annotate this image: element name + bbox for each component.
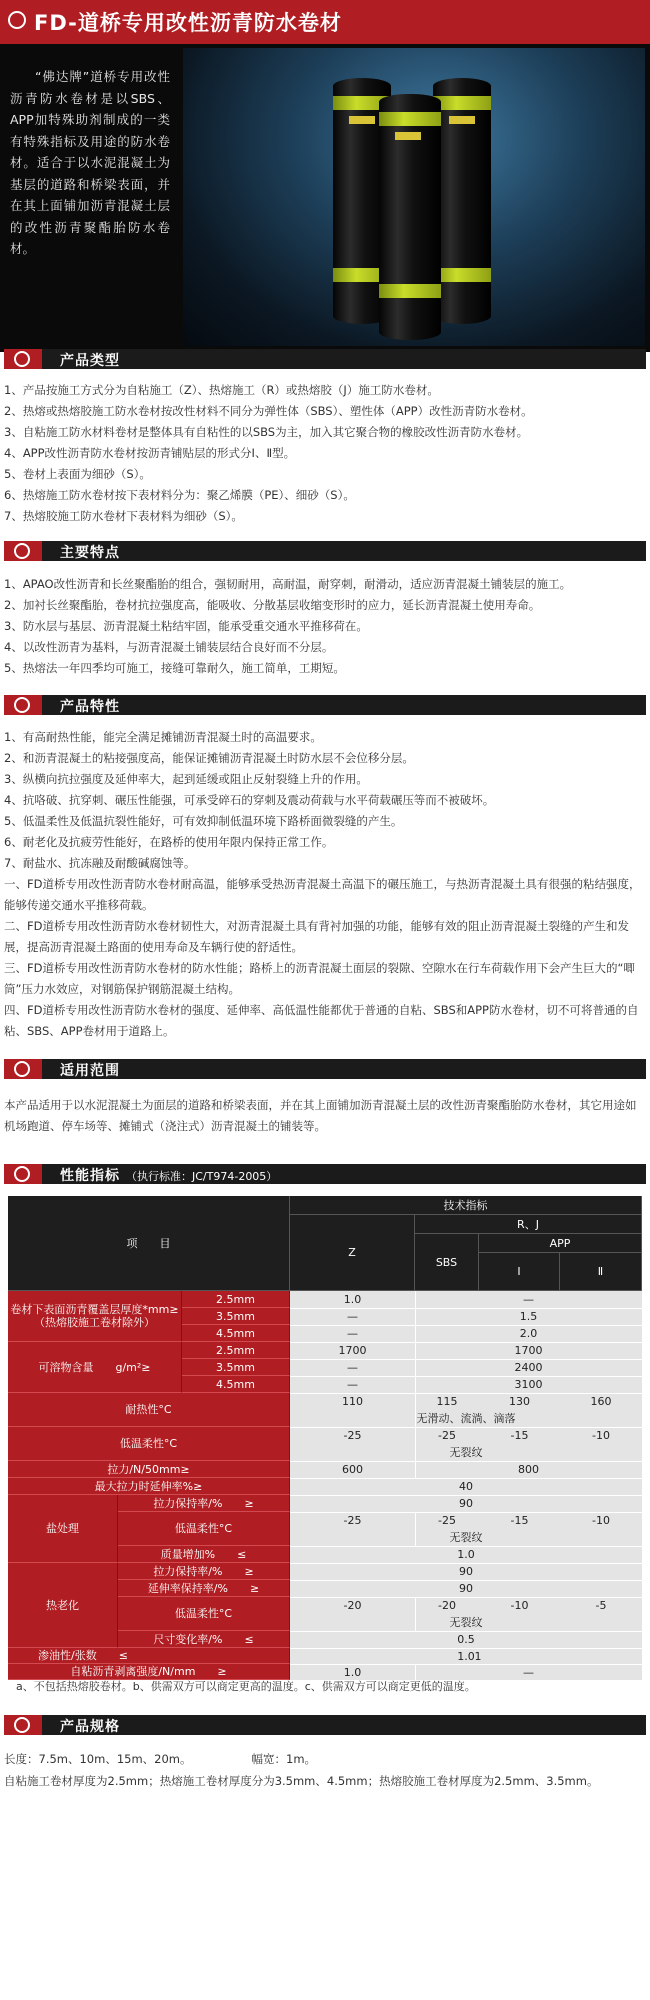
scope-text: 本产品适用于以水泥混凝土为面层的道路和桥梁表面，并在其上面铺加沥青混凝土层的改性沥青聚酯胎防水卷材，其它用途如机场跑道、停车场等、摊铺式（浇注式）沥青混凝土的铺装等。 bbox=[4, 1098, 637, 1133]
value-cell: 90 bbox=[459, 1565, 473, 1578]
value-cell: 3100 bbox=[514, 1378, 543, 1391]
value-cell: -10 bbox=[592, 1514, 610, 1527]
value-cell: 无裂纹 bbox=[449, 1446, 483, 1459]
value-cell: -25 bbox=[343, 1514, 362, 1527]
title-banner bbox=[0, 0, 650, 44]
row-label-soluble: 可溶物含量 g/m²≥ bbox=[8, 1342, 182, 1393]
section-title bbox=[60, 1165, 277, 1185]
section-title: 产品特性 bbox=[60, 699, 120, 715]
specs-thickness: 自粘施工卷材厚度为2.5mm；热熔施工卷材厚度分为3.5mm、4.5mm；热熔胶施工卷材厚度为2.5mm、3.5mm。 bbox=[4, 1774, 599, 1788]
value-cell: 1.0 bbox=[457, 1649, 475, 1663]
value-cell: 800 bbox=[518, 1463, 539, 1476]
value-cell: -10 bbox=[592, 1429, 610, 1442]
table-footnote: a、不包括热熔胶卷材。b、供需双方可以商定更高的温度。c、供需双方可以商定更低的温度。 bbox=[16, 1680, 476, 1693]
row-label: 2.5mm bbox=[182, 1342, 290, 1359]
value-cell: 1700 bbox=[338, 1344, 367, 1357]
list-item: 5、热熔法一年四季均可施工，接缝可靠耐久，施工简单，工期短。 bbox=[4, 661, 345, 675]
value-cell: -15 bbox=[510, 1514, 529, 1527]
value-cell: — bbox=[523, 1665, 534, 1679]
list-item: 6、耐老化及抗疲劳性能好，在路桥的使用年限内保持正常工作。 bbox=[4, 835, 334, 849]
row-label-tensile: 拉力/N/50mm≥ bbox=[8, 1461, 290, 1478]
row-label: 3.5mm bbox=[182, 1359, 290, 1376]
list-item: 5、低温柔性及低温抗裂性能好，可有效抑制低温环境下路桥面微裂缝的产生。 bbox=[4, 814, 403, 828]
row-label-cover-thickness: 卷材下表面沥青覆盖层厚度*mm≥（热熔胶施工卷材除外） bbox=[8, 1291, 182, 1342]
row-label: 2.5mm bbox=[182, 1291, 290, 1308]
product-roll bbox=[379, 94, 441, 340]
row-label: 低温柔性°C bbox=[118, 1597, 290, 1631]
value-cell: 90 bbox=[459, 1497, 473, 1510]
product-photo bbox=[183, 48, 645, 346]
value-cell: -20 bbox=[343, 1599, 362, 1612]
section-header-features bbox=[4, 541, 646, 561]
header-app: APP bbox=[479, 1234, 642, 1253]
performance-table bbox=[8, 1196, 642, 1680]
value-cell: 无滑动、流淌、滴落 bbox=[416, 1412, 516, 1425]
list-item: 4、抗咯破、抗穿刺、碾压性能强，可承受碎石的穿刺及震动荷载与水平荷载碾压等而不被破坏。 bbox=[4, 793, 495, 807]
specs-width: 幅宽：1m。 bbox=[251, 1752, 317, 1766]
specs-length: 长度：7.5m、10m、15m、20m。 bbox=[4, 1752, 192, 1766]
value-cell: — bbox=[347, 1310, 358, 1323]
row-label-seep: 渗油性/张数 ≤ bbox=[8, 1648, 290, 1664]
header-sbs: SBS bbox=[415, 1234, 479, 1291]
value-cell: 600 bbox=[342, 1463, 363, 1476]
value-cell: 1.0 bbox=[343, 1293, 362, 1306]
value-cell: 115 bbox=[436, 1395, 458, 1408]
row-label-heat: 耐热性°C bbox=[8, 1393, 290, 1427]
standard-note: （执行标准：JC/T974-2005） bbox=[126, 1170, 278, 1183]
value-cell: 无裂纹 bbox=[449, 1531, 483, 1544]
list-item: 6、热熔施工防水卷材按下表材料分为：聚乙烯膜（PE）、细砂（S）。 bbox=[4, 488, 355, 502]
value-cell: 0.5 bbox=[457, 1633, 475, 1646]
header-item: 项 目 bbox=[8, 1196, 290, 1291]
row-label: 延伸率保持率/% ≥ bbox=[118, 1580, 290, 1597]
circle-icon bbox=[14, 351, 30, 367]
section-header-product-types bbox=[4, 349, 646, 369]
list-item: 1、APAO改性沥青和长丝聚酯胎的组合，强韧耐用，高耐温，耐穿刺，耐滑动，适应沥青混凝土铺装层的施工。 bbox=[4, 577, 572, 591]
list-item: 一、FD道桥专用改性沥青防水卷材耐高温，能够承受热沥青混凝土高温下的碾压施工，与热沥青混凝土具有很强的粘结强度，能够传递交通水平推移荷载。 bbox=[4, 877, 641, 912]
circle-icon bbox=[14, 697, 30, 713]
page-title: FD-道桥专用改性沥青防水卷材 bbox=[34, 11, 342, 35]
value-cell: -5 bbox=[595, 1599, 607, 1612]
header-tech: 技术指标 bbox=[290, 1196, 642, 1215]
value-cell: -25 bbox=[343, 1429, 362, 1442]
value-cell: -10 bbox=[510, 1599, 529, 1612]
value-cell: -20 bbox=[438, 1599, 456, 1612]
intro-text: “佛达牌”道桥专用改性沥青防水卷材是以SBS、APP加特殊助剂制成的一类有特殊指标及用途的防水卷材。适合于以水泥混凝土为基层的道路和桥梁表面，并在其上面铺加沥青混凝土层的改性沥青聚酯胎防水卷材。 bbox=[10, 69, 170, 256]
row-label: 低温柔性°C bbox=[118, 1512, 290, 1546]
value-cell: -25 bbox=[438, 1429, 456, 1442]
list-item: 3、防水层与基层、沥青混凝土粘结牢固，能承受重交通水平推移荷在。 bbox=[4, 619, 368, 633]
row-label-aging: 热老化 bbox=[8, 1563, 118, 1648]
section-header-properties bbox=[4, 695, 646, 715]
list-item: 3、纵横向抗拉强度及延伸率大，起到延缓或阻止反射裂缝上升的作用。 bbox=[4, 772, 368, 786]
section-title: 主要特点 bbox=[60, 545, 120, 561]
row-label: 尺寸变化率/% ≤ bbox=[118, 1631, 290, 1648]
value-cell: 160 bbox=[590, 1395, 612, 1408]
value-cell: 1.0 bbox=[343, 1665, 362, 1679]
value-cell: 2.0 bbox=[519, 1327, 538, 1340]
value-cell: 90 bbox=[459, 1582, 473, 1595]
row-label-salt: 盐处理 bbox=[8, 1495, 118, 1563]
list-item: 2、加衬长丝聚酯胎，卷材抗拉强度高，能吸收、分散基层收缩变形时的应力，延长沥青混凝土使用寿命。 bbox=[4, 598, 541, 612]
list-item: 3、自粘施工防水材料卷材是整体具有自粘性的以SBS为主，加入其它聚合物的橡胶改性沥青防水卷材。 bbox=[4, 425, 529, 439]
value-cell: 40 bbox=[459, 1480, 473, 1493]
row-label: 拉力保持率/% ≥ bbox=[118, 1495, 290, 1512]
list-item: 4、APP改性沥青防水卷材按沥青铺贴层的形式分Ⅰ、Ⅱ型。 bbox=[4, 446, 296, 460]
features-list bbox=[4, 574, 644, 679]
list-item: 四、FD道桥专用改性沥青防水卷材的强度、延伸率、高低温性能都优于普通的自粘、SBS和APP防水卷材，切不可将普通的自粘、SBS、APP卷材用于道路上。 bbox=[4, 1003, 639, 1038]
section-title-text: 性能指标 bbox=[60, 1168, 120, 1184]
row-label: 质量增加% ≤ bbox=[118, 1546, 290, 1563]
list-item: 2、热熔或热熔胶施工防水卷材按改性材料不同分为弹性体（SBS）、塑性体（APP）改性沥青防水卷材。 bbox=[4, 404, 533, 418]
circle-icon bbox=[14, 1717, 30, 1733]
header-app-i: Ⅰ bbox=[479, 1253, 560, 1291]
list-item: 1、有高耐热性能，能完全满足摊铺沥青混凝土时的高温要求。 bbox=[4, 730, 322, 744]
list-item: 5、卷材上表面为细砂（S）。 bbox=[4, 467, 151, 481]
value-cell: — bbox=[523, 1293, 534, 1306]
header-rj: R、J bbox=[415, 1215, 642, 1234]
product-roll bbox=[433, 78, 491, 324]
circle-icon bbox=[8, 11, 26, 29]
circle-icon bbox=[14, 543, 30, 559]
value-cell: — bbox=[347, 1327, 358, 1340]
value-cell: 1 bbox=[474, 1649, 482, 1663]
list-item: 三、FD道桥专用改性沥青防水卷材的防水性能；路桥上的沥青混凝土面层的裂隙、空隙水在行车荷载作用下会产生巨大的“唧筒”压力水效应，对钢筋保护钢筋混凝土结构。 bbox=[4, 961, 635, 996]
product-types-list bbox=[4, 380, 644, 527]
section-header-performance bbox=[4, 1164, 646, 1184]
list-item: 7、耐盐水、抗冻融及耐酸碱腐蚀等。 bbox=[4, 856, 196, 870]
list-item: 1、产品按施工方式分为自粘施工（Z）、热熔施工（R）或热熔胶（J）施工防水卷材。 bbox=[4, 383, 439, 397]
value-cell: 1.0 bbox=[457, 1548, 475, 1561]
hero-section bbox=[0, 44, 650, 352]
row-label: 4.5mm bbox=[182, 1376, 290, 1393]
properties-list bbox=[4, 727, 644, 1042]
header-app-ii: Ⅱ bbox=[560, 1253, 642, 1291]
value-cell: 无裂纹 bbox=[449, 1616, 483, 1629]
row-label-elongation: 最大拉力时延伸率%≥ bbox=[8, 1478, 290, 1495]
value-cell: 1.5 bbox=[519, 1310, 538, 1323]
specs-length-row bbox=[4, 1749, 644, 1770]
row-label-peel: 自粘沥青剥离强度/N/mm ≥ bbox=[8, 1664, 290, 1680]
list-item: 4、以改性沥青为基料，与沥青混凝土铺装层结合良好而不分层。 bbox=[4, 640, 334, 654]
value-cell: — bbox=[347, 1361, 358, 1374]
section-header-specs bbox=[4, 1715, 646, 1735]
list-item: 二、FD道桥专用改性沥青防水卷材韧性大，对沥青混凝土具有背衬加强的功能，能够有效的阻止沥青混凝土裂缝的产生和发展，提高沥青混凝土路面的使用寿命及车辆行使的舒适性。 bbox=[4, 919, 629, 954]
value-cell: 1700 bbox=[514, 1344, 543, 1357]
row-label: 4.5mm bbox=[182, 1325, 290, 1342]
value-cell: 2400 bbox=[514, 1361, 543, 1374]
value-cell: 110 bbox=[342, 1395, 363, 1408]
circle-icon bbox=[14, 1061, 30, 1077]
list-item: 2、和沥青混凝土的粘接强度高，能保证摊铺沥青混凝土时防水层不会位移分层。 bbox=[4, 751, 414, 765]
circle-icon bbox=[14, 1166, 30, 1182]
value-cell: -25 bbox=[438, 1514, 456, 1527]
section-title: 产品类型 bbox=[60, 353, 120, 369]
section-header-scope bbox=[4, 1059, 646, 1079]
header-z: Z bbox=[290, 1215, 415, 1291]
value-cell: 130 bbox=[509, 1395, 530, 1408]
value-cell: — bbox=[347, 1378, 358, 1391]
row-label: 拉力保持率/% ≥ bbox=[118, 1563, 290, 1580]
section-title: 产品规格 bbox=[60, 1719, 120, 1735]
value-cell: -15 bbox=[510, 1429, 529, 1442]
section-title: 适用范围 bbox=[60, 1063, 120, 1079]
row-label: 3.5mm bbox=[182, 1308, 290, 1325]
list-item: 7、热熔胶施工防水卷材下表材料为细砂（S）。 bbox=[4, 509, 243, 523]
row-label-low-temp: 低温柔性°C bbox=[8, 1427, 290, 1461]
